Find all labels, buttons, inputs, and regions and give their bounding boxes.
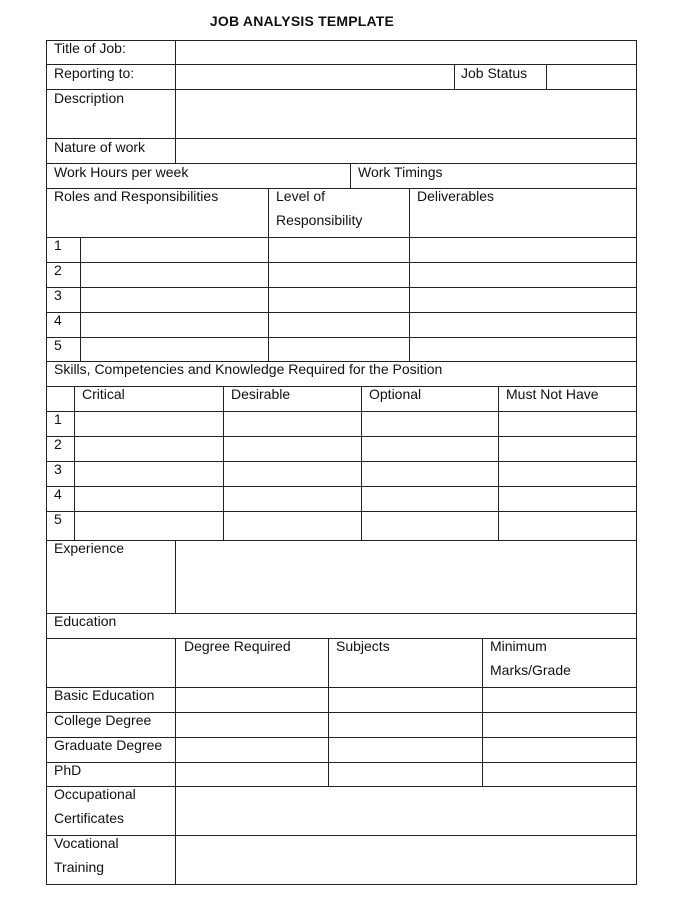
skill-optional-cell[interactable] (362, 462, 498, 486)
skills-row-number: 3 (54, 461, 62, 477)
job-analysis-form (46, 40, 637, 885)
education-degree-cell[interactable] (176, 688, 328, 712)
role-responsibility-cell[interactable] (81, 263, 268, 287)
form-border-right (636, 40, 637, 885)
skills-heading: Skills, Competencies and Knowledge Required for the Position (54, 361, 443, 377)
skill-critical-cell[interactable] (75, 412, 223, 436)
nature-of-work-field[interactable] (176, 139, 636, 163)
role-deliverable-cell[interactable] (410, 313, 636, 337)
experience-field[interactable] (176, 541, 636, 613)
education-marks-cell[interactable] (483, 763, 636, 787)
skill-optional-cell[interactable] (362, 437, 498, 461)
reporting-to-field[interactable] (176, 65, 454, 89)
skill-must-not-have-cell[interactable] (499, 412, 636, 436)
skill-desirable-cell[interactable] (224, 462, 361, 486)
education-degree-cell[interactable] (176, 738, 328, 762)
skills-row-number: 4 (54, 486, 62, 502)
education-marks-cell[interactable] (483, 713, 636, 737)
skill-desirable-cell[interactable] (224, 512, 361, 536)
roles-row-number: 1 (54, 237, 62, 253)
role-responsibility-cell[interactable] (81, 338, 268, 362)
education-heading: Education (54, 613, 117, 629)
education-row-label: Graduate Degree (54, 737, 163, 753)
level-col-header: Level of Responsibility (276, 188, 363, 228)
form-border-bottom (46, 884, 637, 885)
education-subjects-cell[interactable] (329, 763, 482, 787)
degree-required-col-header: Degree Required (184, 638, 291, 654)
education-row-label: PhD (54, 762, 82, 778)
page-title: JOB ANALYSIS TEMPLATE (209, 13, 395, 29)
description-field[interactable] (176, 90, 636, 138)
description-label: Description (54, 90, 125, 106)
education-marks-cell[interactable] (483, 738, 636, 762)
reporting-to-label: Reporting to: (54, 65, 135, 81)
must-not-have-col-header: Must Not Have (506, 386, 599, 402)
deliverables-col-header: Deliverables (417, 188, 495, 204)
skill-critical-cell[interactable] (75, 437, 223, 461)
role-level-cell[interactable] (269, 263, 409, 287)
skill-desirable-cell[interactable] (224, 412, 361, 436)
roles-row-number: 5 (54, 337, 62, 353)
education-degree-cell[interactable] (176, 713, 328, 737)
skill-must-not-have-cell[interactable] (499, 437, 636, 461)
skill-must-not-have-cell[interactable] (499, 487, 636, 511)
critical-col-header: Critical (82, 386, 125, 402)
role-deliverable-cell[interactable] (410, 263, 636, 287)
skills-row-number: 5 (54, 511, 62, 527)
skill-optional-cell[interactable] (362, 512, 498, 536)
role-deliverable-cell[interactable] (410, 288, 636, 312)
nature-of-work-label: Nature of work (54, 139, 146, 155)
role-deliverable-cell[interactable] (410, 338, 636, 362)
title-of-job-label: Title of Job: (54, 40, 126, 56)
skill-must-not-have-cell[interactable] (499, 512, 636, 536)
job-status-field[interactable] (547, 65, 636, 89)
roles-col-header: Roles and Responsibilities (54, 188, 219, 204)
role-responsibility-cell[interactable] (81, 313, 268, 337)
education-row-label: Basic Education (54, 687, 155, 703)
skill-critical-cell[interactable] (75, 512, 223, 536)
work-hours-label: Work Hours per week (54, 164, 189, 180)
role-level-cell[interactable] (269, 288, 409, 312)
education-marks-cell[interactable] (483, 688, 636, 712)
education-subjects-cell[interactable] (329, 688, 482, 712)
role-level-cell[interactable] (269, 238, 409, 262)
skills-row-number: 1 (54, 411, 62, 427)
subjects-col-header: Subjects (336, 638, 390, 654)
experience-label: Experience (54, 540, 125, 556)
vocational-training-field[interactable] (176, 836, 636, 884)
form-border-left (46, 40, 47, 885)
optional-col-header: Optional (369, 386, 422, 402)
skill-critical-cell[interactable] (75, 487, 223, 511)
min-marks-col-header: Minimum Marks/Grade (490, 638, 571, 678)
row-rule-19 (46, 613, 637, 614)
desirable-col-header: Desirable (231, 386, 291, 402)
education-degree-cell[interactable] (176, 763, 328, 787)
skill-critical-cell[interactable] (75, 462, 223, 486)
vocational-training-label: Vocational Training (54, 835, 119, 875)
roles-row-number: 2 (54, 262, 62, 278)
roles-row-number: 3 (54, 287, 62, 303)
title-of-job-field[interactable] (176, 41, 636, 64)
role-level-cell[interactable] (269, 313, 409, 337)
job-status-left-rule (454, 64, 455, 90)
role-responsibility-cell[interactable] (81, 288, 268, 312)
skill-desirable-cell[interactable] (224, 437, 361, 461)
role-level-cell[interactable] (269, 338, 409, 362)
skills-row-number: 2 (54, 436, 62, 452)
skill-optional-cell[interactable] (362, 412, 498, 436)
occupational-certificates-label: Occupational Certificates (54, 786, 136, 826)
skill-must-not-have-cell[interactable] (499, 462, 636, 486)
roles-row-number: 4 (54, 312, 62, 328)
role-responsibility-cell[interactable] (81, 238, 268, 262)
job-status-label: Job Status (461, 65, 528, 81)
education-row-label: College Degree (54, 712, 152, 728)
work-timings-label: Work Timings (358, 164, 443, 180)
education-subjects-cell[interactable] (329, 713, 482, 737)
skill-desirable-cell[interactable] (224, 487, 361, 511)
skill-optional-cell[interactable] (362, 487, 498, 511)
role-deliverable-cell[interactable] (410, 238, 636, 262)
education-subjects-cell[interactable] (329, 738, 482, 762)
occupational-certificates-field[interactable] (176, 787, 636, 835)
